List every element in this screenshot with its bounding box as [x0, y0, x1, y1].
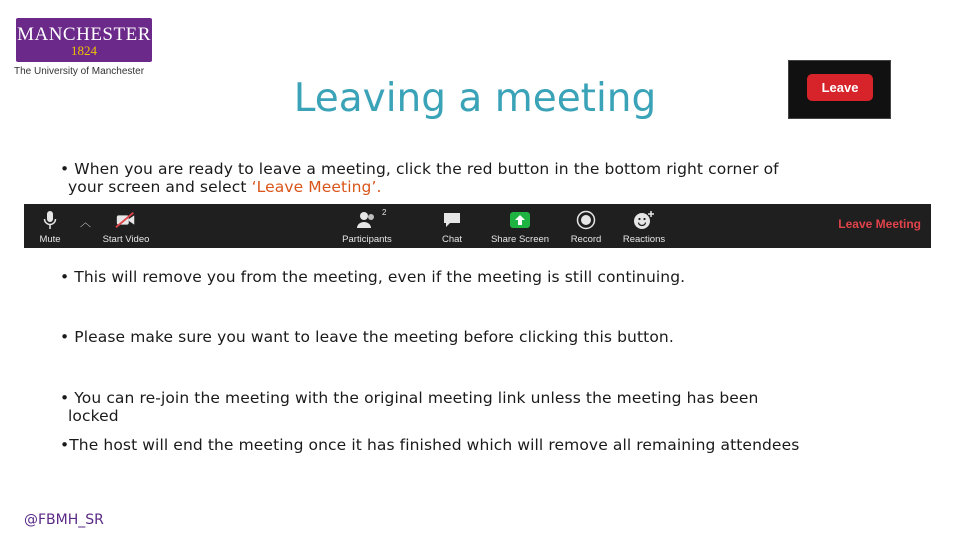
leave-button-screenshot: [788, 60, 891, 119]
logo-badge: [16, 18, 152, 62]
participants-label: Participants: [342, 234, 392, 245]
bullet-1-line-2-text: your screen and select: [68, 178, 252, 196]
slide-title: Leaving a meeting: [293, 76, 657, 121]
leave-button[interactable]: Leave: [807, 74, 873, 101]
bullet-1-line-2: [60, 178, 900, 196]
bullet-leave-instructions: [60, 160, 900, 196]
mute-button[interactable]: [34, 204, 66, 248]
bullet-confirm-leave: • Please make sure you want to leave the meeting before clicking this button.: [60, 328, 674, 346]
participants-icon: [356, 209, 378, 231]
share-screen-button[interactable]: [490, 204, 550, 248]
participants-count-badge: 2: [382, 208, 387, 217]
chat-button[interactable]: [436, 204, 468, 248]
participants-button[interactable]: [338, 204, 396, 248]
smiley-plus-icon: [633, 209, 655, 231]
start-video-button[interactable]: [100, 204, 152, 248]
bullet-1-line-1: • When you are ready to leave a meeting, click the red button in the bottom right corner of: [60, 160, 779, 178]
share-screen-label: Share Screen: [490, 234, 550, 245]
bullet-4-line-1: • You can re-join the meeting with the original meeting link unless the meeting has been: [60, 389, 759, 407]
record-label: Record: [570, 234, 602, 245]
microphone-icon: [39, 209, 61, 231]
logo-name: MANCHESTER: [17, 24, 151, 45]
mute-label: Mute: [39, 234, 61, 245]
university-logo: [14, 18, 154, 80]
chat-label: Chat: [441, 234, 463, 245]
bullet-4-line-2: locked: [68, 407, 119, 425]
chat-bubble-icon: [441, 209, 463, 231]
logo-subtitle: The University of Manchester: [14, 66, 145, 77]
start-video-label: Start Video: [102, 234, 150, 245]
reactions-button[interactable]: [620, 204, 668, 248]
social-handle: @FBMH_SR: [24, 512, 104, 528]
mute-options-chevron-icon[interactable]: ︿: [80, 217, 91, 229]
bullet-host-ends: •The host will end the meeting once it has finished which will remove all remaining attendees: [60, 436, 800, 454]
reactions-label: Reactions: [622, 234, 666, 245]
leave-meeting-button[interactable]: Leave Meeting: [838, 217, 921, 231]
leave-meeting-highlight: ‘Leave Meeting’.: [251, 178, 382, 196]
bullet-remove-from-meeting: • This will remove you from the meeting, even if the meeting is still continuing.: [60, 268, 686, 286]
video-off-icon: [115, 209, 137, 231]
logo-year: 1824: [71, 43, 97, 58]
record-icon: [575, 209, 597, 231]
share-screen-icon: [509, 209, 531, 231]
meeting-toolbar: [24, 204, 931, 248]
bullet-rejoin: [60, 389, 900, 425]
record-button[interactable]: [566, 204, 606, 248]
